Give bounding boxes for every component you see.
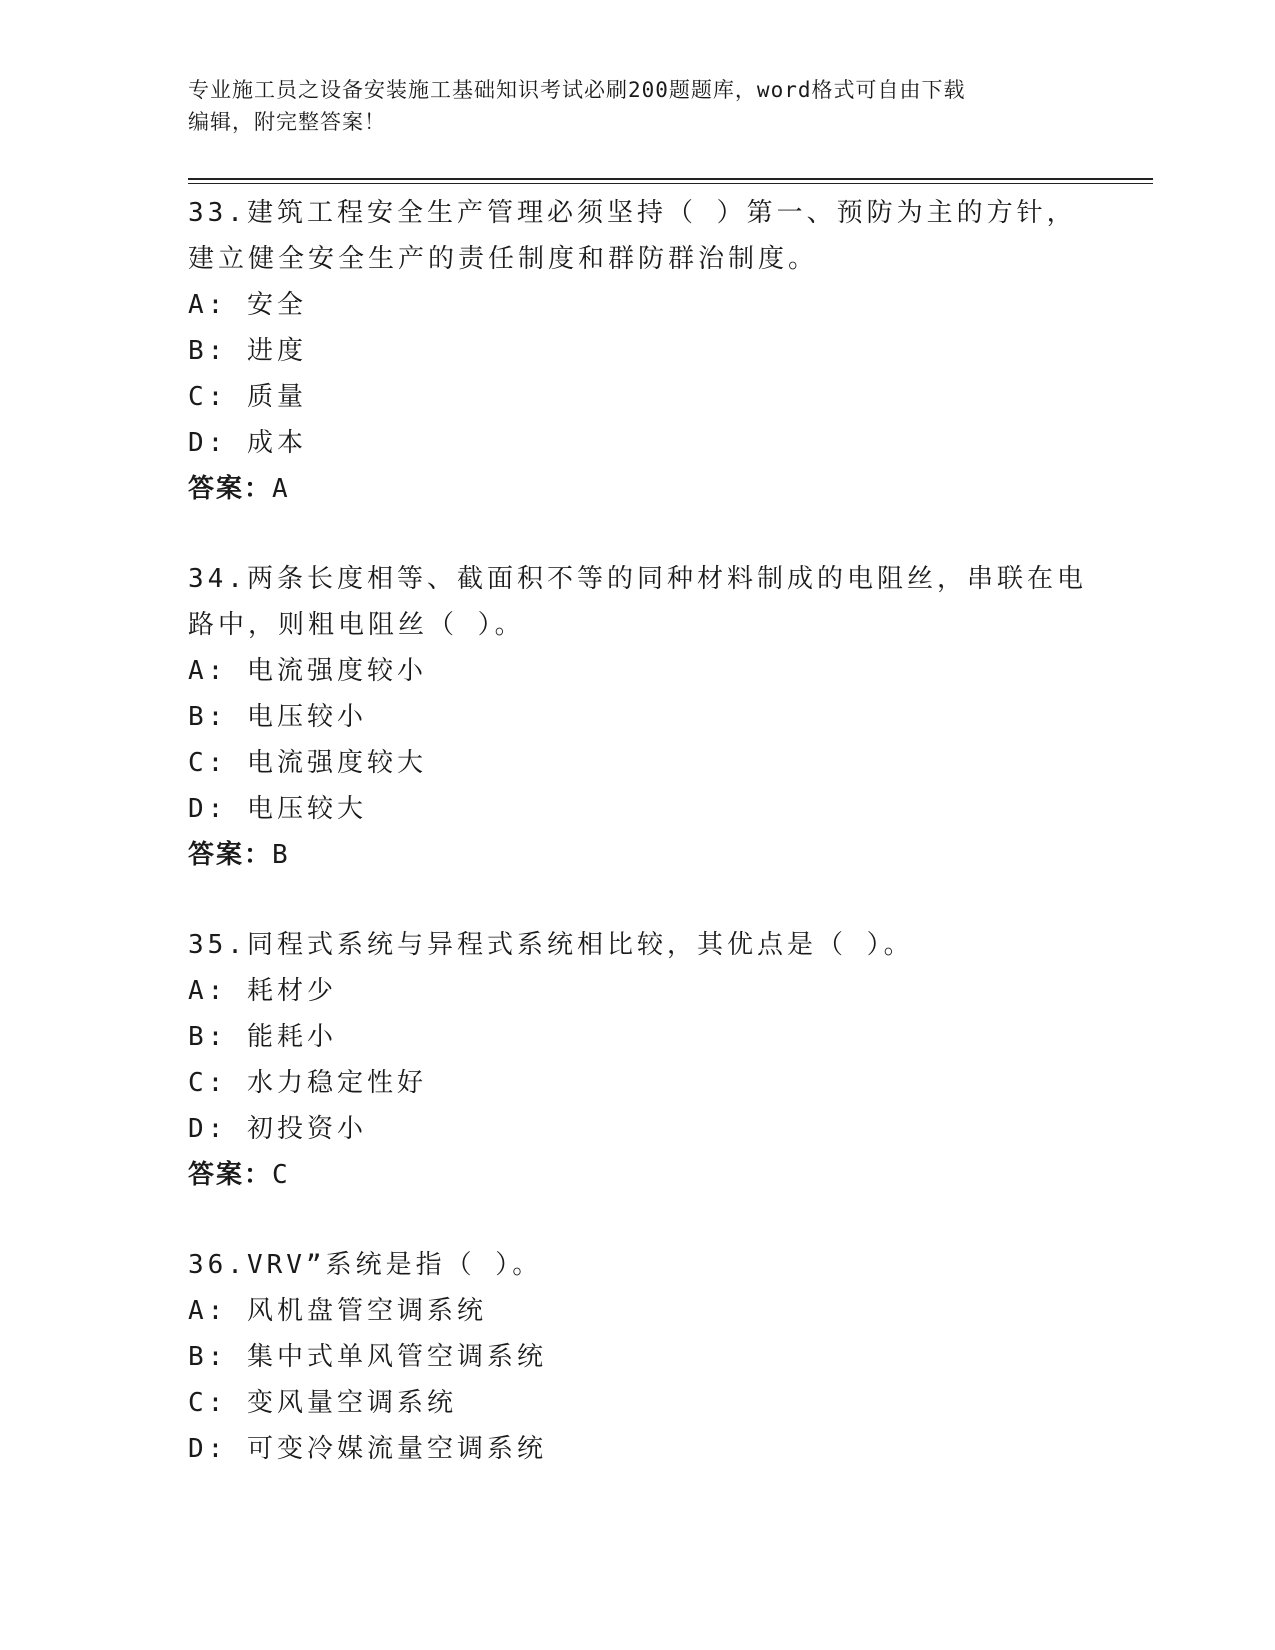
question-33	[188, 190, 1088, 512]
option-d: D: 电压较大	[188, 794, 367, 824]
option-a: A: 耗材少	[188, 976, 337, 1006]
option-b: B: 集中式单风管空调系统	[188, 1342, 547, 1372]
question-35	[188, 922, 1088, 1198]
answer-line	[188, 832, 1088, 878]
option-c: C: 水力稳定性好	[188, 1068, 427, 1098]
answer-label: 答案：	[188, 474, 273, 504]
option-c: C: 变风量空调系统	[188, 1388, 457, 1418]
question-stem: 33.建筑工程安全生产管理必须坚持（ ）第一、预防为主的方针，建立健全安全生产的责任制度和群防群治制度。	[188, 198, 1077, 274]
answer-line	[188, 1152, 1088, 1198]
question-stem: 34.两条长度相等、截面积不等的同种材料制成的电阻丝，串联在电路中，则粗电阻丝（ ）。	[188, 564, 1087, 640]
answer-line	[188, 466, 1088, 512]
answer-label: 答案：	[188, 1160, 273, 1190]
option-c: C: 质量	[188, 382, 307, 412]
question-stem: 35.同程式系统与异程式系统相比较，其优点是（ ）。	[188, 930, 914, 960]
question-36	[188, 1242, 1088, 1472]
header-title-line-2: 编辑，附完整答案！	[188, 110, 386, 134]
header-divider-thick	[188, 178, 1153, 180]
option-d: D: 成本	[188, 428, 307, 458]
answer-value: A	[272, 474, 290, 504]
question-list	[188, 190, 1088, 1516]
option-b: B: 电压较小	[188, 702, 367, 732]
answer-value: C	[272, 1160, 290, 1190]
option-d: D: 可变冷媒流量空调系统	[188, 1434, 547, 1464]
question-stem: 36.VRV”系统是指（ ）。	[188, 1250, 543, 1280]
option-c: C: 电流强度较大	[188, 748, 427, 778]
option-a: A: 电流强度较小	[188, 656, 427, 686]
option-b: B: 能耗小	[188, 1022, 337, 1052]
header-divider-thin	[188, 183, 1153, 184]
answer-label: 答案：	[188, 840, 273, 870]
option-b: B: 进度	[188, 336, 307, 366]
option-a: A: 安全	[188, 290, 307, 320]
option-a: A: 风机盘管空调系统	[188, 1296, 487, 1326]
header-title-line-1: 专业施工员之设备安装施工基础知识考试必刷200题题库，word格式可自由下载	[188, 78, 966, 102]
document-header	[188, 74, 1068, 138]
option-d: D: 初投资小	[188, 1114, 367, 1144]
question-34	[188, 556, 1088, 878]
answer-value: B	[272, 840, 290, 870]
